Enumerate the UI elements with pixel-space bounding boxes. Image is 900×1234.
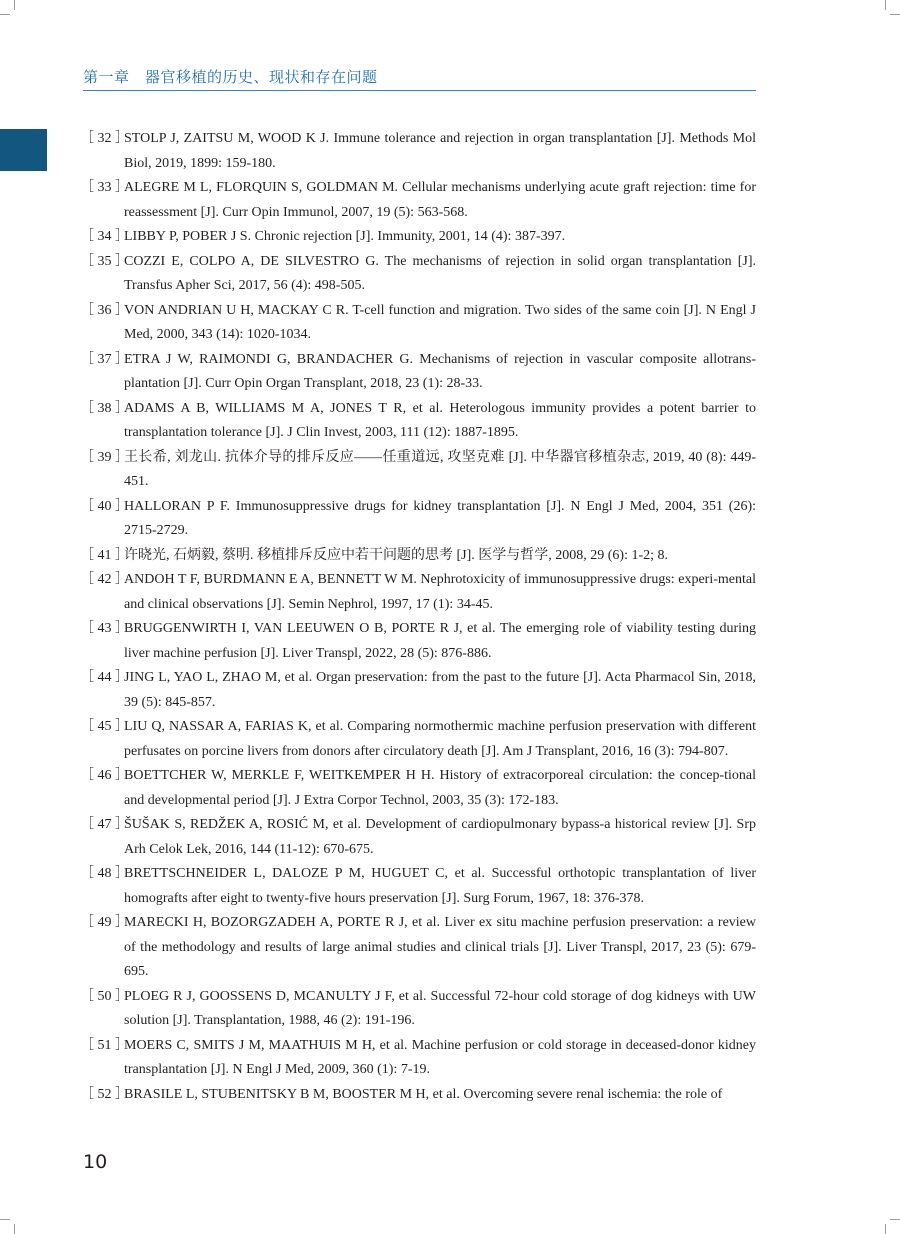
reference-item	[80, 568, 756, 617]
reference-item	[80, 250, 756, 299]
reference-number: ［ 40 ］	[80, 498, 129, 514]
reference-text: BRUGGENWIRTH I, VAN LEEUWEN O B, PORTE R J, et al. The emerging role of viability testing during liver machine perfusion [J]. Liver Transpl, 2022, 28 (5): 876-886.	[124, 621, 756, 661]
reference-number: ［ 52 ］	[80, 1086, 129, 1102]
reference-number: ［ 34 ］	[80, 229, 129, 244]
crop-mark-top-left-h	[0, 14, 10, 15]
reference-item	[80, 1034, 756, 1083]
crop-mark-top-right-v	[885, 0, 886, 10]
reference-text: STOLP J, ZAITSU M, WOOD K J. Immune tolerance and rejection in organ transplantation [J]. Methods Mol Biol, 2019, 1899: 159-180.	[124, 131, 756, 171]
reference-text: LIBBY P, POBER J S. Chronic rejection [J]. Immunity, 2001, 14 (4): 387-397.	[124, 229, 566, 244]
reference-text: BOETTCHER W, MERKLE F, WEITKEMPER H H. History of extracorporeal circulation: the concep-tional and developmental period [J]. J Extra Corpor Technol, 2003, 35 (3): 172-183.	[124, 768, 756, 808]
reference-text: HALLORAN P F. Immunosuppressive drugs for kidney transplantation [J]. N Engl J Med, 2004, 351 (26): 2715-2729.	[124, 498, 756, 538]
reference-text: 王长希, 刘龙山. 抗体介导的排斥反应——任重道远, 攻坚克难 [J]. 中华器官移植杂志, 2019, 40 (8): 449-451.	[124, 449, 756, 489]
reference-text: VON ANDRIAN U H, MACKAY C R. T-cell function and migration. Two sides of the same coin [J]. N Engl J Med, 2000, 343 (14): 1020-1034.	[124, 302, 756, 342]
reference-text: 许晓光, 石炳毅, 蔡明. 移植排斥反应中若干问题的思考 [J]. 医学与哲学, 2008, 29 (6): 1-2; 8.	[124, 547, 669, 563]
reference-item	[80, 1083, 756, 1108]
reference-item	[80, 495, 756, 544]
crop-mark-top-right-h	[890, 14, 900, 15]
reference-item	[80, 397, 756, 446]
reference-text: MARECKI H, BOZORGZADEH A, PORTE R J, et al. Liver ex situ machine perfusion preservation: a review of the methodology and results of large animal studies and clinical trials [J]. Liver Transpl, 2017, 23 (5): 679-695.	[124, 915, 756, 979]
chapter-side-tab	[0, 129, 47, 171]
reference-list	[80, 127, 756, 1107]
reference-number: ［ 51 ］	[80, 1037, 129, 1053]
reference-text: JING L, YAO L, ZHAO M, et al. Organ preservation: from the past to the future [J]. Acta Pharmacol Sin, 2018, 39 (5): 845-857.	[124, 670, 756, 710]
crop-mark-bottom-right-v	[885, 1224, 886, 1234]
reference-text: ANDOH T F, BURDMANN E A, BENNETT W M. Nephrotoxicity of immunosuppressive drugs: experi-mental and clinical observations [J]. Semin Nephrol, 1997, 17 (1): 34-45.	[124, 572, 756, 612]
reference-item	[80, 446, 756, 495]
reference-number: ［ 45 ］	[80, 719, 129, 734]
reference-number: ［ 38 ］	[80, 400, 129, 416]
reference-text: MOERS C, SMITS J M, MAATHUIS M H, et al. Machine perfusion or cold storage in deceased-donor kidney transplantation [J]. N Engl J Med, 2009, 360 (1): 7-19.	[124, 1037, 756, 1077]
crop-mark-bottom-left-h	[0, 1219, 10, 1220]
reference-number: ［ 41 ］	[80, 547, 129, 563]
reference-item	[80, 127, 756, 176]
reference-item	[80, 299, 756, 348]
chapter-title: 第一章 器官移植的历史、现状和存在问题	[83, 68, 378, 86]
reference-item	[80, 176, 756, 225]
reference-item	[80, 862, 756, 911]
reference-item	[80, 985, 756, 1034]
reference-text: BRASILE L, STUBENITSKY B M, BOOSTER M H, et al. Overcoming severe renal ischemia: the role of	[124, 1086, 723, 1102]
crop-mark-bottom-right-h	[890, 1219, 900, 1220]
reference-text: PLOEG R J, GOOSSENS D, MCANULTY J F, et al. Successful 72-hour cold storage of dog kidneys with UW solution [J]. Transplantation, 1988, 46 (2): 191-196.	[124, 988, 756, 1028]
reference-text: ALEGRE M L, FLORQUIN S, GOLDMAN M. Cellular mechanisms underlying acute graft rejection: time for reassessment [J]. Curr Opin Immunol, 2007, 19 (5): 563-568.	[124, 180, 756, 220]
reference-item	[80, 348, 756, 397]
reference-number: ［ 37 ］	[80, 351, 129, 367]
reference-number: ［ 33 ］	[80, 180, 129, 195]
reference-number: ［ 43 ］	[80, 621, 129, 636]
reference-number: ［ 36 ］	[80, 302, 129, 318]
reference-item	[80, 225, 756, 250]
reference-number: ［ 35 ］	[80, 253, 129, 269]
page-number: 10	[83, 1151, 108, 1173]
reference-number: ［ 50 ］	[80, 988, 129, 1004]
reference-item	[80, 666, 756, 715]
reference-item	[80, 544, 756, 569]
reference-text: BRETTSCHNEIDER L, DALOZE P M, HUGUET C, et al. Successful orthotopic transplantation of liver homografts after eight to twenty-five hours preservation [J]. Surg Forum, 1967, 18: 376-378.	[124, 866, 756, 906]
reference-number: ［ 32 ］	[80, 131, 129, 146]
reference-text: COZZI E, COLPO A, DE SILVESTRO G. The mechanisms of rejection in solid organ transplantation [J]. Transfus Apher Sci, 2017, 56 (4): 498-505.	[124, 253, 756, 293]
reference-item	[80, 715, 756, 764]
reference-number: ［ 46 ］	[80, 768, 129, 783]
crop-mark-top-left-v	[14, 0, 15, 10]
reference-item	[80, 911, 756, 985]
reference-text: ETRA J W, RAIMONDI G, BRANDACHER G. Mechanisms of rejection in vascular composite allotrans-plantation [J]. Curr Opin Organ Transplant, 2018, 23 (1): 28-33.	[124, 351, 756, 391]
reference-number: ［ 39 ］	[80, 449, 129, 465]
reference-number: ［ 44 ］	[80, 670, 129, 685]
reference-number: ［ 47 ］	[80, 817, 129, 832]
reference-item	[80, 813, 756, 862]
reference-item	[80, 617, 756, 666]
reference-text: ŠUŠAK S, REDŽEK A, ROSIĆ M, et al. Development of cardiopulmonary bypass-a historical review [J]. Srp Arh Celok Lek, 2016, 144 (11-12): 670-675.	[124, 817, 756, 857]
reference-text: LIU Q, NASSAR A, FARIAS K, et al. Comparing normothermic machine perfusion preservation with different perfusates on porcine livers from donors after circulatory death [J]. Am J Transplant, 2016, 16 (3): 794-807.	[124, 719, 756, 759]
reference-number: ［ 48 ］	[80, 866, 129, 881]
reference-item	[80, 764, 756, 813]
header-rule	[83, 90, 756, 91]
reference-number: ［ 49 ］	[80, 915, 129, 930]
crop-mark-bottom-left-v	[14, 1224, 15, 1234]
reference-text: ADAMS A B, WILLIAMS M A, JONES T R, et al. Heterologous immunity provides a potent barrier to transplantation tolerance [J]. J Clin Invest, 2003, 111 (12): 1887-1895.	[124, 400, 756, 440]
reference-number: ［ 42 ］	[80, 572, 129, 587]
